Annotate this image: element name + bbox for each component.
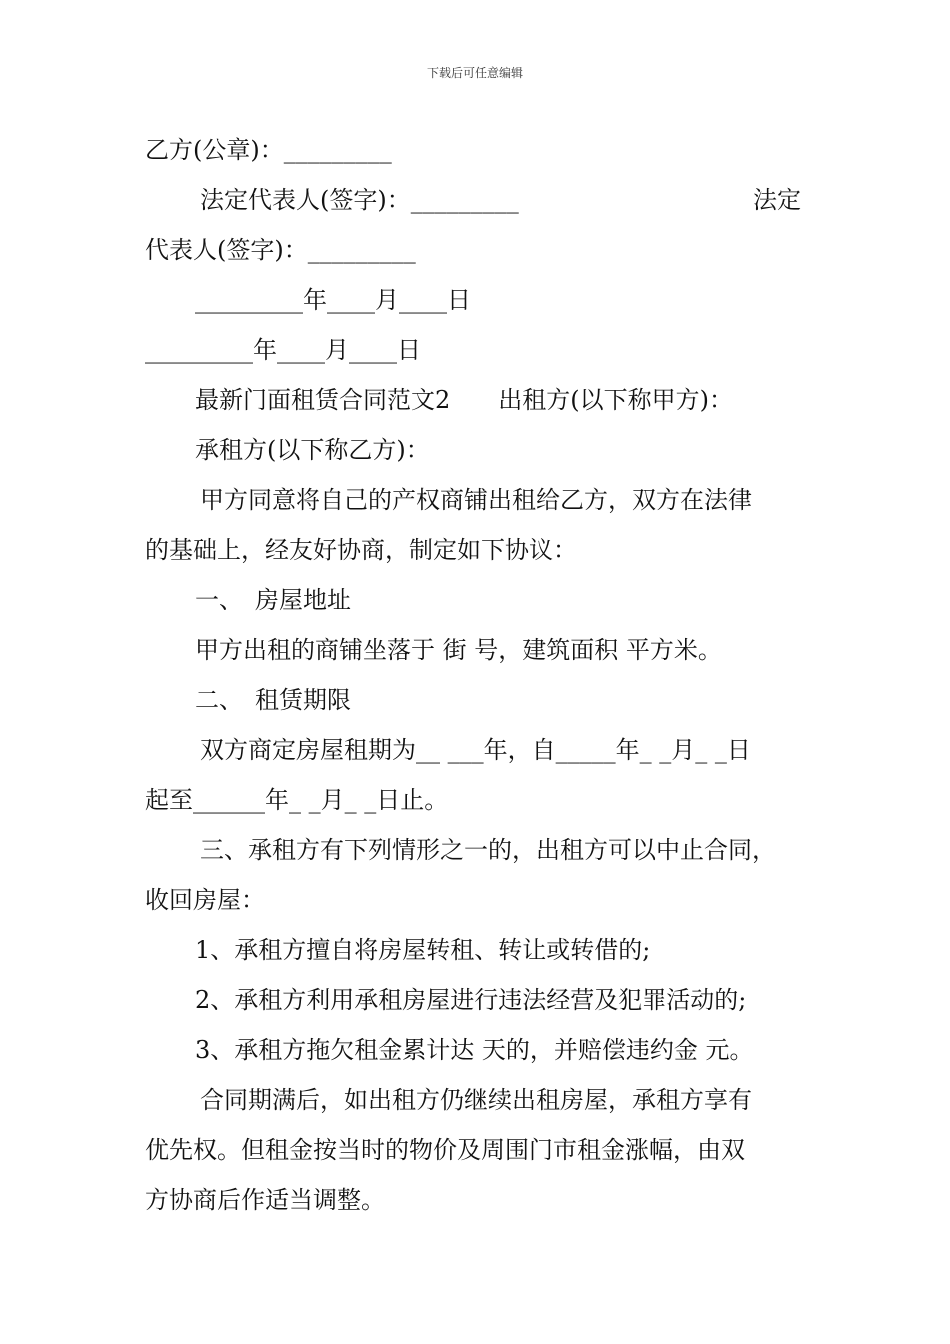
intro-line-2: 的基础上，经友好协商，制定如下协议： (145, 536, 577, 564)
party-b-seal-line: 乙方(公章)：_________ (145, 136, 392, 164)
renewal-line-3: 方协商后作适当调整。 (145, 1186, 385, 1214)
contract-title-line: 最新门面租赁合同范文2 出租方(以下称甲方)： (195, 386, 733, 414)
list-item-3: 3、承租方拖欠租金累计达 天的，并赔偿违约金 元。 (195, 1036, 754, 1064)
list-item-1: 1、承租方擅自将房屋转租、转让或转借的; (195, 936, 651, 964)
section-2-body-2: 起至______年_ _月_ _日止。 (145, 786, 449, 814)
intro-line-1: 甲方同意将自己的产权商铺出租给乙方，双方在法律 (200, 486, 752, 514)
legal-rep-line-1: 法定代表人(签字)：_________ (200, 186, 519, 214)
section-1-body: 甲方出租的商铺坐落于 街 号，建筑面积 平方米。 (195, 636, 722, 664)
renewal-line-1: 合同期满后，如出租方仍继续出租房屋，承租方享有 (200, 1086, 752, 1114)
page-header-note: 下载后可任意编辑 (426, 66, 523, 80)
legal-rep-line-2b: 代表人(签字)：_________ (145, 236, 416, 264)
lessee-line: 承租方(以下称乙方)： (195, 436, 430, 464)
section-3-line-2: 收回房屋： (145, 886, 265, 914)
date-line-2: _________年____月____日 (145, 336, 421, 364)
renewal-line-2: 优先权。但租金按当时的物价及周围门市租金涨幅，由双 (145, 1136, 745, 1164)
date-line-1: _________年____月____日 (195, 286, 471, 314)
section-3-line-1: 三、承租方有下列情形之一的，出租方可以中止合同， (200, 836, 776, 864)
list-item-2: 2、承租方利用承租房屋进行违法经营及犯罪活动的; (195, 986, 747, 1014)
legal-rep-line-2a: 法定 (753, 186, 801, 214)
section-2-heading: 二、 租赁期限 (195, 686, 351, 714)
section-2-body-1: 双方商定房屋租期为__ ___年，自_____年_ _月_ _日 (200, 736, 751, 764)
section-1-heading: 一、 房屋地址 (195, 586, 351, 614)
